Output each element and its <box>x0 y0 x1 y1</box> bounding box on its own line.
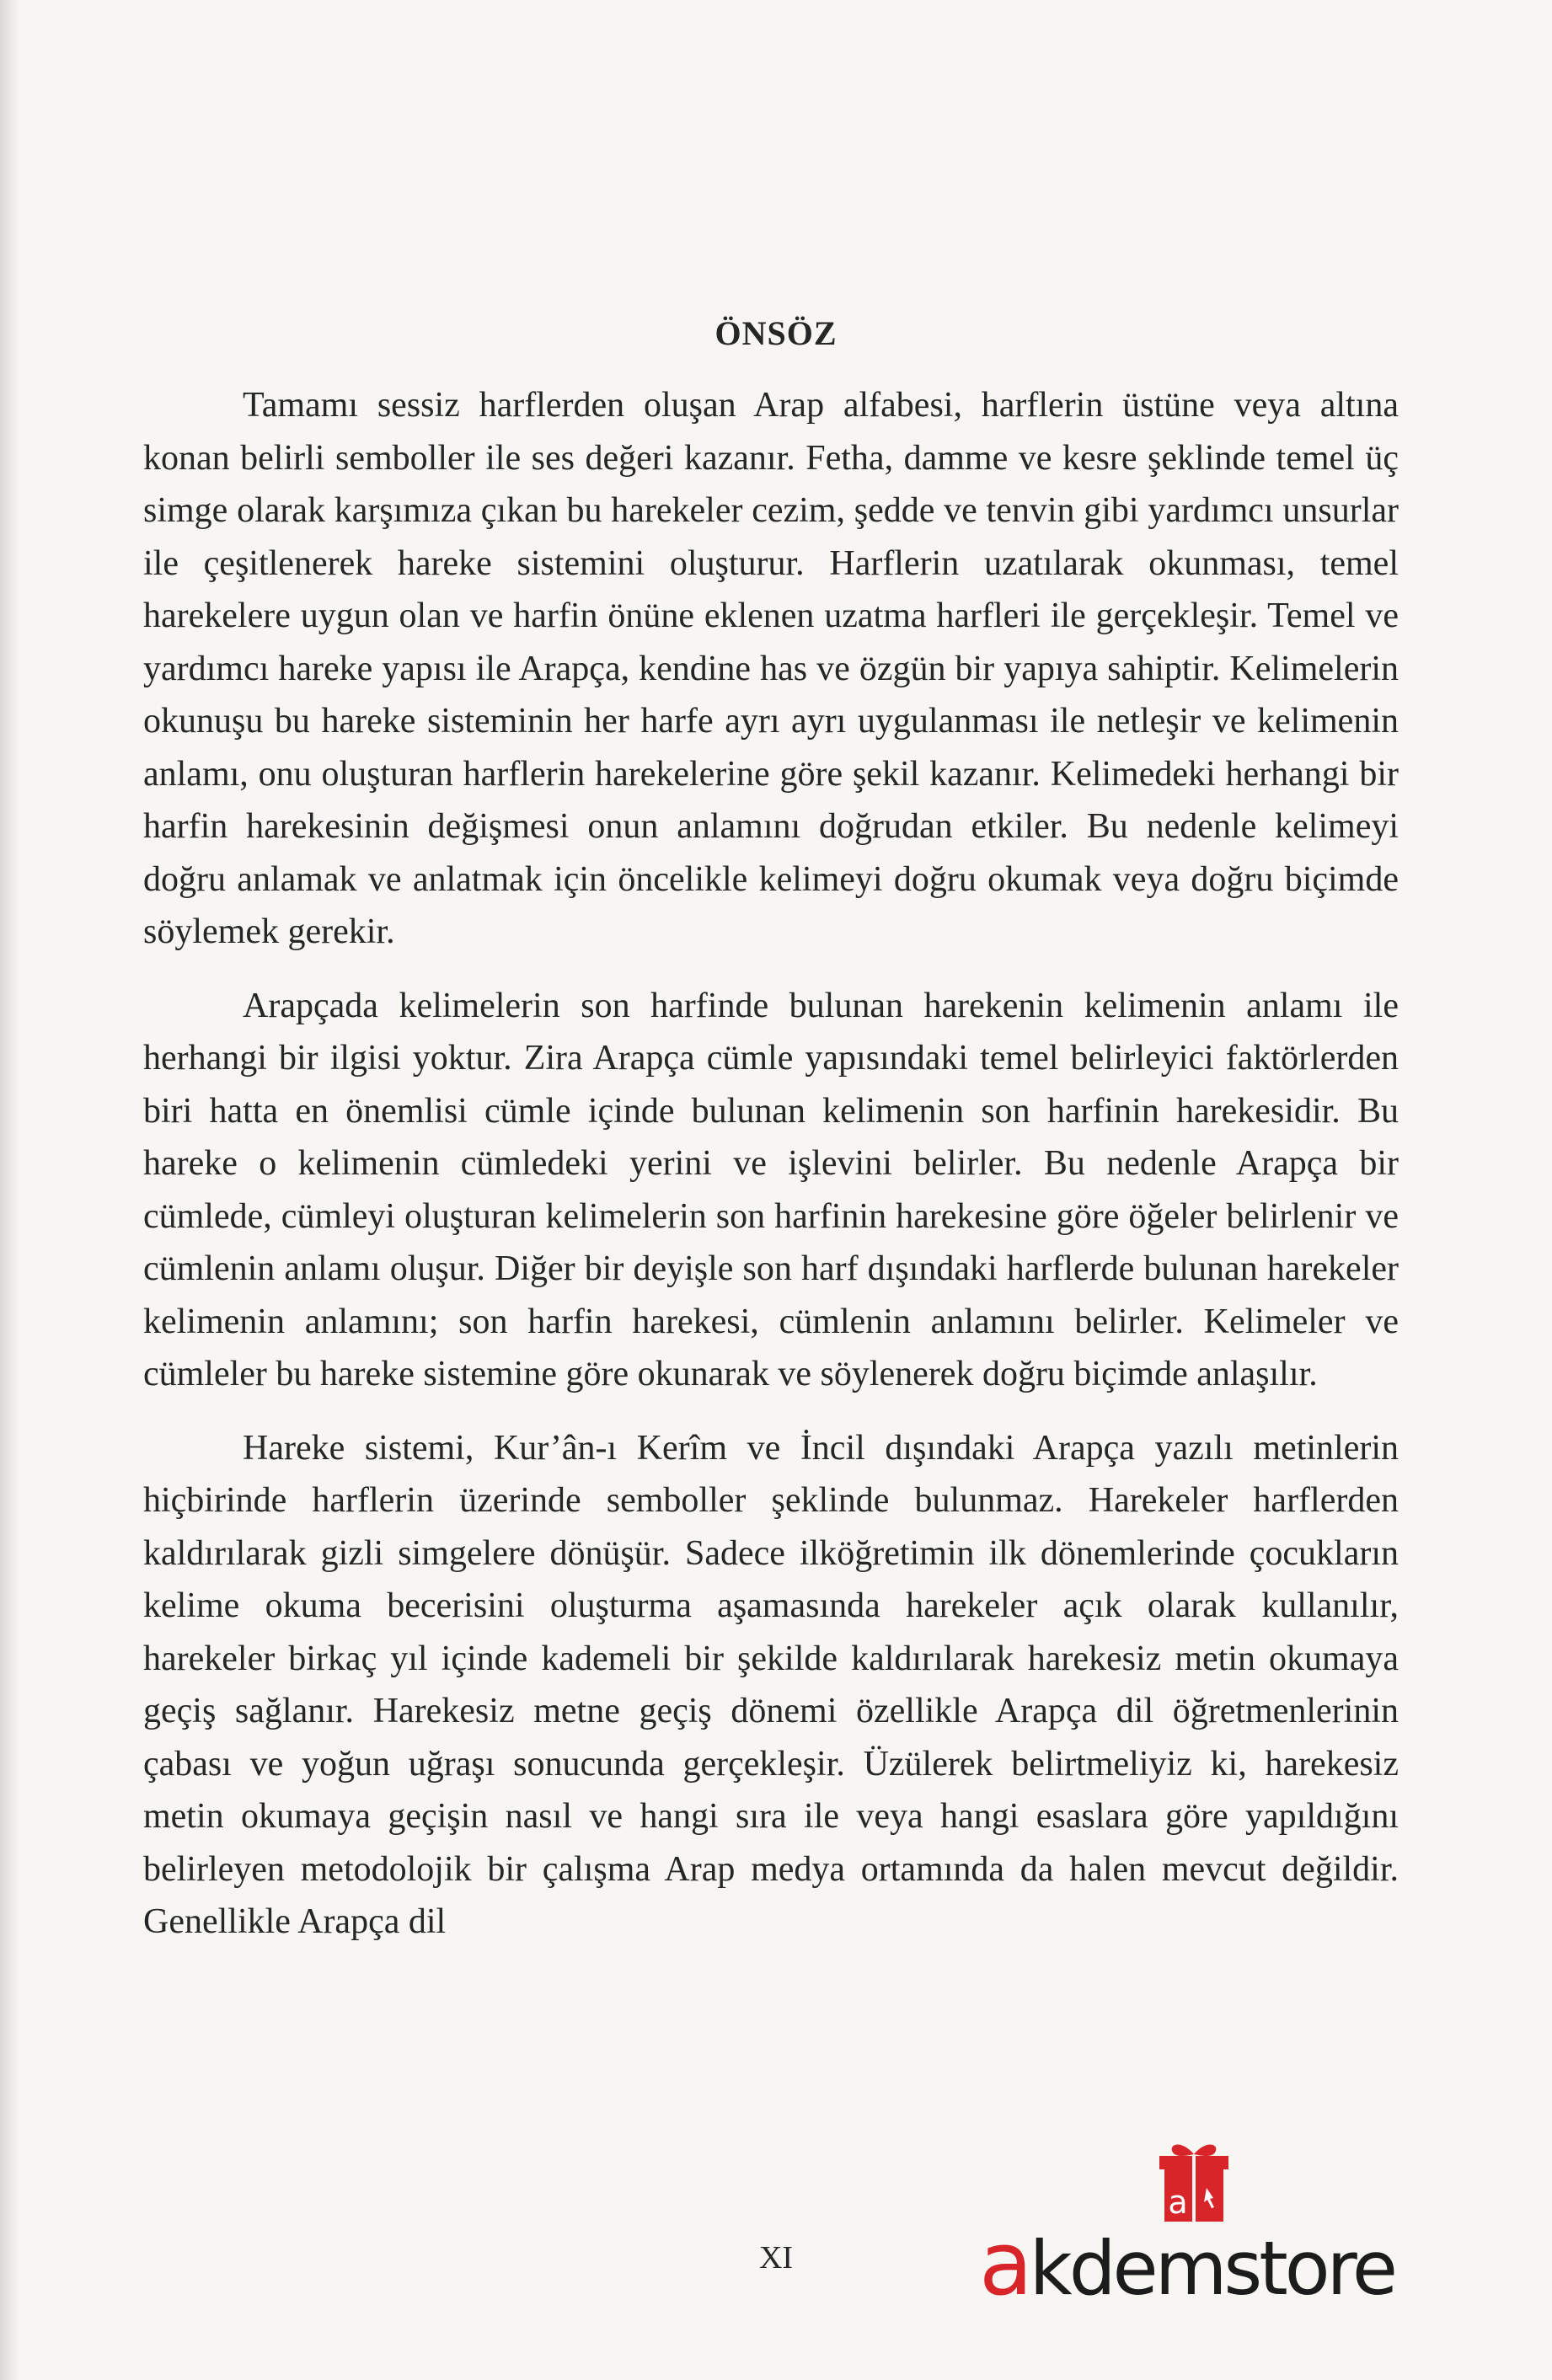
svg-text:a: a <box>1168 2184 1188 2221</box>
paragraph-3: Hareke sistemi, Kur’ân-ı Kerîm ve İncil dışındaki Arapça yazılı metinlerin hiçbirinde harflerin üzerinde semboller şeklinde bulunmaz. Harekeler harflerden kaldırılarak gizli simgelere dönüşür. Sadece ilköğretimin ilk dönemlerinde çocukların kelime okuma becerisini oluşturma aşamasında harekeler açık olarak kullanılır, harekeler birkaç yıl içinde kademeli bir şekilde kaldırılarak harekesiz metin okumaya geçiş sağlanır. Harekesiz metne geçiş dönemi özellikle Arapça dil öğretmenlerinin çabası ve yoğun uğraşı sonucunda gerçekleşir. Üzülerek belirtmeliyiz ki, harekesiz metin okumaya geçişin nasıl ve hangi sıra ile veya hangi esaslara göre yapıldığını belirleyen metodolojik bir çalışma Arap medya ortamında da halen mevcut değildir. Genellikle Arapça dil <box>143 1428 1399 1941</box>
store-watermark-logo <box>979 2136 1417 2315</box>
page-edge-shadow <box>0 0 19 2380</box>
paragraph-2: Arapçada kelimelerin son harfinde bulunan harekenin kelimenin anlamı ile herhangi bir ilgisi yoktur. Zira Arapça cümle yapısındaki temel belirleyici faktörlerden biri hatta en önemlisi cümle içinde bulunan kelimenin son harfinin harekesidir. Bu hareke o kelimenin cümledeki yerini ve işlevini belirler. Bu nedenle Arapça bir cümlede, cümleyi oluşturan kelimelerin son harfinin harekesine göre öğeler belirlenir ve cümlenin anlamı oluşur. Diğer bir deyişle son harf dışındaki harflerde bulunan harekeler kelimenin anlamını; son harfin harekesi, cümlenin anlamını belirler. Kelimeler ve cümleler bu hareke sistemine göre okunarak ve söylenerek doğru biçimde anlaşılır. <box>143 986 1399 1393</box>
page-number: XI <box>758 2240 794 2276</box>
document-body <box>143 379 1399 1949</box>
paragraph-1: Tamamı sessiz harflerden oluşan Arap alfabesi, harflerin üstüne veya altına konan belirli semboller ile ses değeri kazanır. Fetha, damme ve kesre şeklinde temel üç simge olarak karşımıza çıkan bu harekeler cezim, şedde ve tenvin gibi yardımcı unsurlar ile çeşitlenerek hareke sistemini oluşturur. Harflerin uzatılarak okunması, temel harekelere uygun olan ve harfin önüne eklenen uzatma harfleri ile gerçekleşir. Temel ve yardımcı hareke yapısı ile Arapça, kendine has ve özgün bir yapıya sahiptir. Kelimelerin okunuşu bu hareke sisteminin her harfe ayrı ayrı uygulanması ile netleşir ve kelimenin anlamı, onu oluşturan harflerin harekelerine göre şekil kazanır. Kelimedeki herhangi bir harfin harekesinin değişmesi onun anlamını doğrudan etkiler. Bu nedenle kelimeyi doğru anlamak ve anlatmak için öncelikle kelimeyi doğru okumak veya doğru biçimde söylemek gerekir. <box>143 386 1399 951</box>
gift-box-icon <box>1148 2136 1240 2228</box>
brand-wordmark-a: a <box>979 2212 1030 2315</box>
page-title: ÖNSÖZ <box>714 314 838 352</box>
brand-wordmark-rest: kdemstore <box>1029 2225 1394 2312</box>
brand-wordmark <box>979 2212 1394 2315</box>
